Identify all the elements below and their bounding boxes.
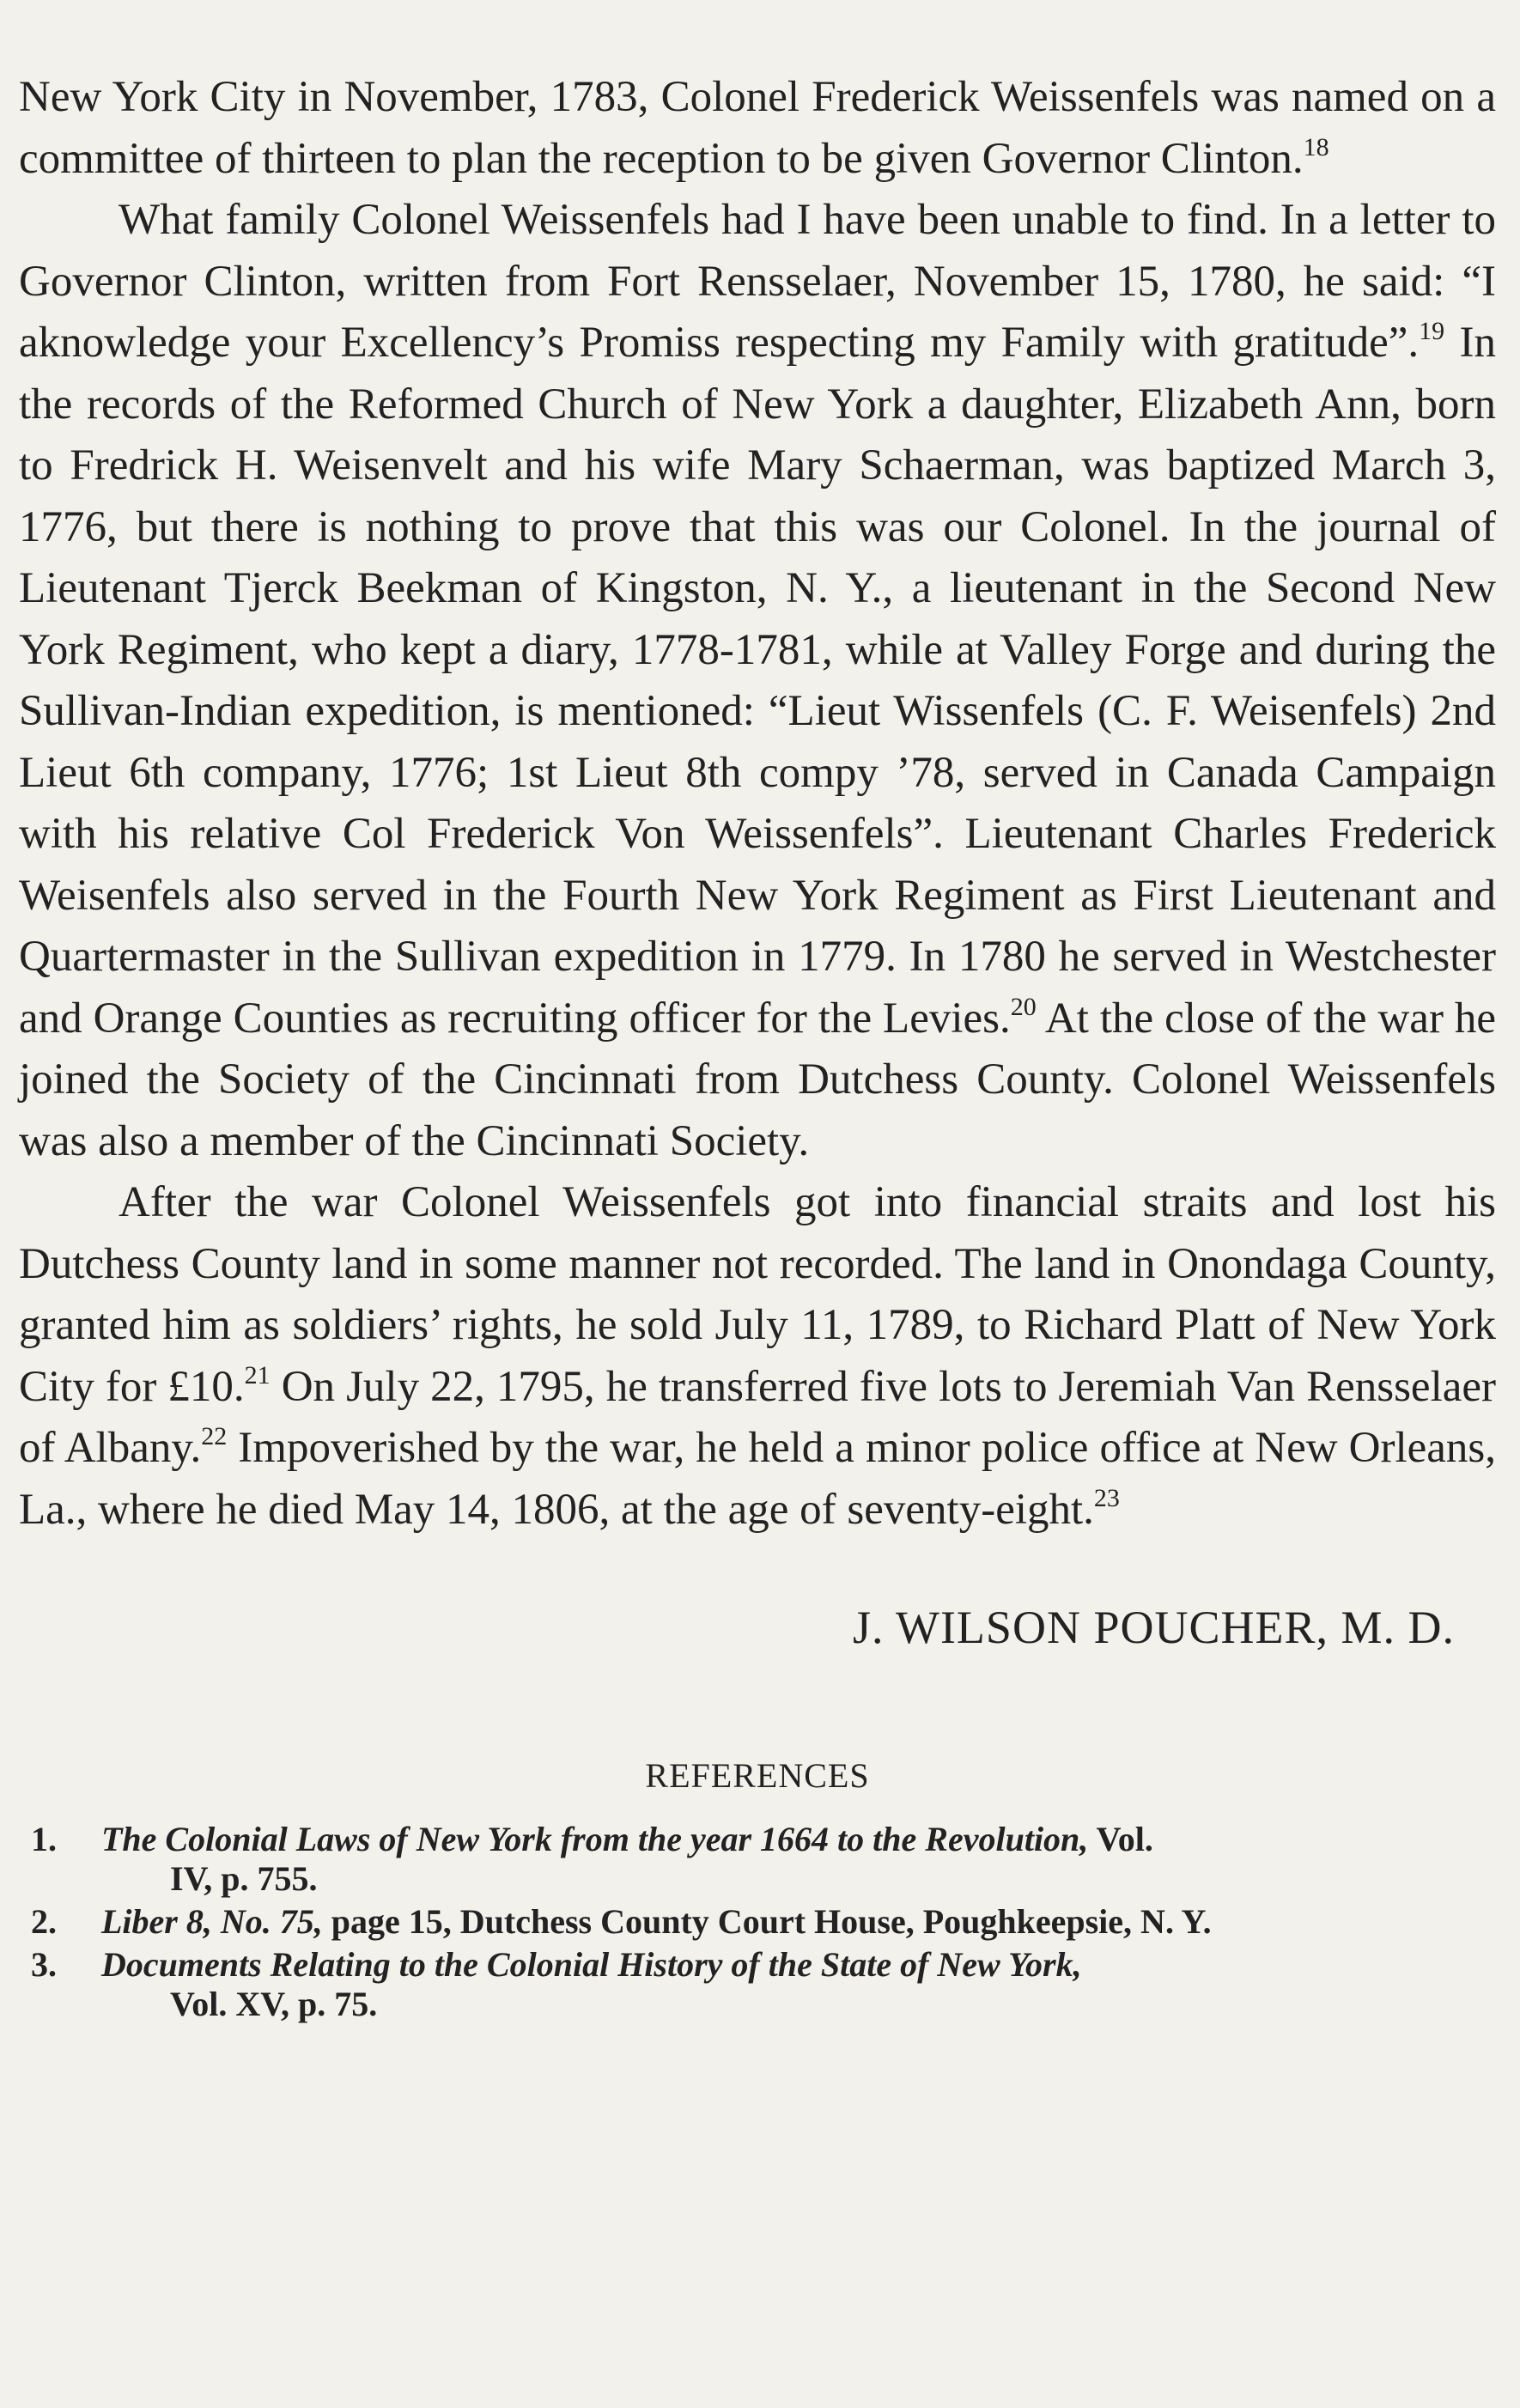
footnote-marker: 20 [1010, 992, 1037, 1021]
paragraph-text: New York City in November, 1783, Colonel Frederick Weissenfels was named on a committee of thirteen to plan the reception to be given Governor Clinton. [19, 73, 1496, 183]
paragraph-text: What family Colonel Weissenfels had I have been unable to find. In a letter to Governor Clinton, written from Fort Rensselaer, November 15, 1780, he said: “I aknowledge your Excellency’s Promiss respecting my Family with gratitude”. [19, 196, 1496, 367]
reference-title: The Colonial Laws of New York from the year 1664 to the Revolution, [101, 1820, 1089, 1858]
document-page [19, 67, 1496, 2028]
body-text [19, 67, 1496, 1541]
footnote-marker: 19 [1419, 317, 1445, 345]
paragraph-1 [19, 67, 1496, 190]
reference-detail: page 15, Dutchess County Court House, Poughkeepsie, N. Y. [322, 1902, 1212, 1941]
reference-detail: Vol. [1088, 1820, 1153, 1858]
paragraph-3 [19, 1172, 1496, 1541]
reference-item [19, 1902, 1496, 1942]
paragraph-text: In the records of the Reformed Church of New York a daughter, Elizabeth Ann, born to Fredrick H. Weisenvelt and his wife Mary Schaerman, was baptized March 3, 1776, but there is nothing to prove that this was our Colonel. In the journal of Lieutenant Tjerck Beekman of Kingston, N. Y., a lieutenant in the Second New York Regiment, who kept a diary, 1778-1781, while at Valley Forge and during the Sullivan-Indian expedition, is mentioned: “Lieut Wissenfels (C. F. Weisenfels) 2nd Lieut 6th company, 1776; 1st Lieut 8th compy ’78, served in Canada Campaign with his relative Col Frederick Von Weissenfels”. Lieutenant Charles Frederick Weisenfels also served in the Fourth New York Regiment as First Lieutenant and Quartermaster in the Sullivan expedition in 1779. In 1780 he served in Westchester and Orange Counties as recruiting officer for the Levies. [19, 319, 1497, 1043]
reference-item [19, 1945, 1496, 2024]
footnote-marker: 18 [1303, 132, 1329, 161]
paragraph-text: At the close of the war he joined the Society of the Cincinnati from Dutchess County. Colonel Weissenfels was also a member of the Cincinnati Society. [19, 994, 1497, 1165]
reference-title: Liber 8, No. 75, [101, 1902, 323, 1941]
paragraph-text: On July 22, 1795, he transferred five lots to Jeremiah Van Rensselaer of Albany. [19, 1362, 1496, 1472]
reference-continuation: IV, p. 755. [170, 1859, 318, 1898]
reference-continuation: Vol. XV, p. 75. [170, 1985, 378, 2023]
author-signature: J. WILSON POUCHER, M. D. [852, 1602, 1455, 1653]
footnote-marker: 22 [201, 1422, 228, 1450]
paragraph-text: Impoverished by the war, he held a minor police office at New Orleans, La., where he died May 14, 1806, at the age of seventy-eight. [19, 1424, 1496, 1534]
footnote-marker: 23 [1093, 1483, 1120, 1512]
reference-item [19, 1820, 1496, 1899]
reference-number: 2. [31, 1902, 57, 1941]
paragraph-text: After the war Colonel Weissenfels got into financial straits and lost his Dutchess County land in some manner not recorded. The land in Onondaga County, granted him as soldiers’ rights, he sold July 11, 1789, to Richard Platt of New York City for £10. [19, 1178, 1496, 1411]
reference-title: Documents Relating to the Colonial History of the State of New York, [101, 1945, 1082, 1984]
paragraph-2 [19, 190, 1496, 1172]
references-list [19, 1820, 1496, 2024]
reference-number: 1. [31, 1820, 57, 1858]
reference-number: 3. [31, 1945, 57, 1984]
references-heading: REFERENCES [645, 1756, 870, 1795]
footnote-marker: 21 [244, 1360, 271, 1389]
